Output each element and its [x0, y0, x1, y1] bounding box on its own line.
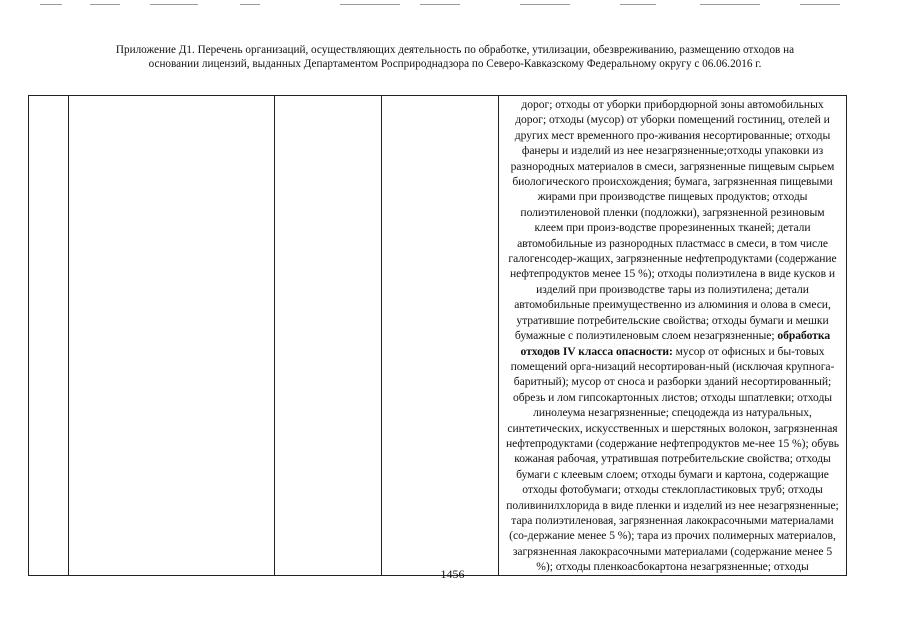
header-line-2: основании лицензий, выданных Департаментом Росприроднадзора по Северо-Кавказскому Федеральному округу с 06.06.2016 г. — [148, 57, 762, 70]
waste-types-text — [499, 96, 846, 575]
table-cell-waste-types — [499, 96, 847, 576]
document-header — [60, 44, 850, 71]
table-cell-address — [382, 96, 499, 576]
scan-artifact-line — [0, 0, 905, 10]
table-row — [29, 96, 847, 576]
organizations-table — [28, 95, 847, 576]
waste-class-heading: обработка отходов IV класса опасности: — [520, 329, 831, 358]
table-cell-number — [29, 96, 69, 576]
waste-types-part-2: мусор от офисных и бы-товых помещений орга-низаций несортирован-ный (исключая крупнога-баритный); мусор от сноса и разборки зданий несортированный; обрезь и лом гипсокартонных листов; отходы шпатлевки; отходы линолеума незагрязненные; спецодежда из натуральных, синтетических, искусственных и шерстяных волокон, загрязненная нефтепродуктами (содержание нефтепродуктов ме-нее 15 %); обувь кожаная рабочая, утратившая потребительские свойства; отходы бумаги с клеевым слоем; отходы бумаги и картона, содержащие отходы фотобумаги; отходы стеклопластиковых труб; отходы поливинилхлорида в виде пленки и изделий из нее незагрязненные; тара полиэтиленовая, загрязненная лакокрасочными материалами (со-держание менее 5 %); тара из прочих полимерных материалов, загрязненная лакокрасочными материалами (содержание менее 5 %); отходы пленкоасбокартона незагрязненные; отходы — [505, 344, 840, 574]
table-cell-organization — [69, 96, 275, 576]
table-cell-license — [275, 96, 382, 576]
header-line-1: Приложение Д1. Перечень организаций, осуществляющих деятельность по обработке, утилизации, обезвреживанию, размещению отходов на — [115, 44, 795, 56]
page-number: 1456 — [440, 567, 465, 581]
waste-types-part-1: дорог; отходы от уборки прибордюрной зоны автомобильных дорог; отходы (мусор) от уборки помещений гостиниц, отелей и других мест временного про-живания несортированные; отходы фанеры и изделий из нее незагрязненные;отходы упаковки из разнородных материалов в смеси, загрязненные пищевым сырьем биологического происхождения; бумага, загрязненная пищевыми жирами при производстве пищевых продуктов; отходы полиэтиленовой пленки (подложки), загрязненной резиновым клеем при произ-водстве прорезиненных тканей; детали автомобильные из разнородных пластмасс в смеси, в том числе галогенсодер-жащих, загрязненные нефтепродуктами (содержание нефтепродуктов менее 15 %); отходы полиэтилена в виде кусков и изделий при производстве тары из полиэтилена; детали автомобильные преимущественно из алюминия и олова в смеси, утратившие потребительские свойства; отходы бумаги и мешки бумажные с полиэтиленовым слоем незагрязненные; — [508, 98, 837, 343]
